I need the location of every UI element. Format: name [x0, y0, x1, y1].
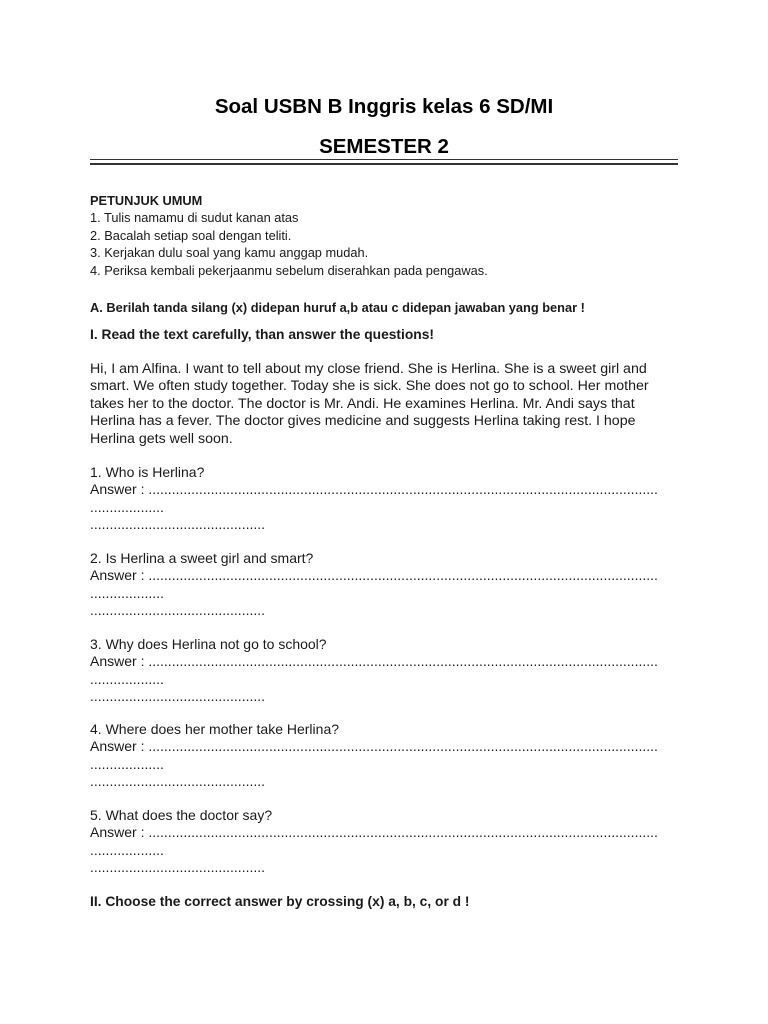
answer-line[interactable] — [90, 481, 680, 498]
instructions-heading: PETUNJUK UMUM — [90, 193, 203, 208]
part-2-text: II. Choose the correct answer by crossing (x) a, b, c, or d ! — [90, 894, 470, 909]
title-divider-top — [90, 159, 678, 160]
answer-line-continued[interactable]: ............................................. — [90, 773, 266, 790]
answer-dots: ................................................................................................................................... — [148, 738, 658, 755]
answer-dots: ................................................................................................................................... — [148, 824, 658, 841]
part-1-text: I. Read the text carefully, than answer the questions! — [90, 327, 434, 342]
question-5 — [90, 807, 680, 877]
section-a-text: A. Berilah tanda silang (x) didepan huruf a,b atau c didepan jawaban yang benar ! — [90, 300, 585, 315]
instruction-item: 3. Kerjakan dulu soal yang kamu anggap mudah. — [90, 245, 369, 261]
question-3 — [90, 636, 680, 706]
page-title: Soal USBN B Inggris kelas 6 SD/MI — [214, 95, 554, 118]
answer-line-continued[interactable]: ................... — [90, 584, 164, 601]
answer-label: Answer : — [90, 653, 149, 670]
answer-line-continued[interactable]: ................... — [90, 841, 164, 858]
passage-line: Hi, I am Alfina. I want to tell about my close friend. She is Herlina. She is a sweet girl and — [90, 361, 647, 377]
passage-line: smart. We often study together. Today she is sick. She does not go to school. Her mother — [90, 378, 649, 395]
instruction-item: 1. Tulis namamu di sudut kanan atas — [90, 210, 299, 226]
answer-label: Answer : — [90, 567, 149, 584]
answer-label: Answer : — [90, 824, 149, 841]
part-1-heading — [90, 326, 680, 343]
question-text: 5. What does the doctor say? — [90, 807, 273, 823]
answer-label: Answer : — [90, 481, 149, 498]
semester-title: SEMESTER 2 — [319, 135, 449, 158]
answer-line-continued[interactable]: ................... — [90, 755, 164, 772]
answer-line-continued[interactable]: ............................................. — [90, 602, 266, 619]
question-1 — [90, 464, 680, 534]
answer-line[interactable] — [90, 653, 680, 670]
general-instructions — [90, 192, 680, 279]
part-2-heading — [90, 893, 680, 910]
reading-passage — [90, 361, 680, 448]
answer-dots: ................................................................................................................................... — [148, 567, 658, 584]
answer-dots: ................................................................................................................................... — [148, 653, 658, 670]
instruction-item: 2. Bacalah setiap soal dengan teliti. — [90, 227, 292, 243]
question-2 — [90, 550, 680, 620]
question-text: 3. Why does Herlina not go to school? — [90, 636, 327, 652]
passage-line: takes her to the doctor. The doctor is Mr. Andi. He examines Herlina. Mr. Andi says that — [90, 395, 635, 412]
passage-line: Herlina gets well soon. — [90, 430, 233, 447]
answer-line-continued[interactable]: ................... — [90, 670, 164, 687]
instruction-item: 4. Periksa kembali pekerjaanmu sebelum diserahkan pada pengawas. — [90, 262, 488, 278]
question-4 — [90, 721, 680, 791]
answer-line[interactable] — [90, 567, 680, 584]
answer-dots: ................................................................................................................................... — [148, 481, 658, 498]
section-a-heading — [90, 299, 680, 316]
answer-line-continued[interactable]: ............................................. — [90, 859, 266, 876]
answer-line[interactable] — [90, 738, 680, 755]
title-divider-bottom — [90, 163, 678, 165]
answer-line-continued[interactable]: ................... — [90, 498, 164, 515]
question-text: 4. Where does her mother take Herlina? — [90, 721, 340, 737]
question-text: 1. Who is Herlina? — [90, 464, 205, 480]
answer-line[interactable] — [90, 824, 680, 841]
question-text: 2. Is Herlina a sweet girl and smart? — [90, 550, 314, 566]
answer-line-continued[interactable]: ............................................. — [90, 688, 266, 705]
answer-label: Answer : — [90, 738, 149, 755]
passage-line: Herlina has a fever. The doctor gives medicine and suggests Herlina taking rest. I hope — [90, 413, 636, 430]
answer-line-continued[interactable]: ............................................. — [90, 516, 266, 533]
